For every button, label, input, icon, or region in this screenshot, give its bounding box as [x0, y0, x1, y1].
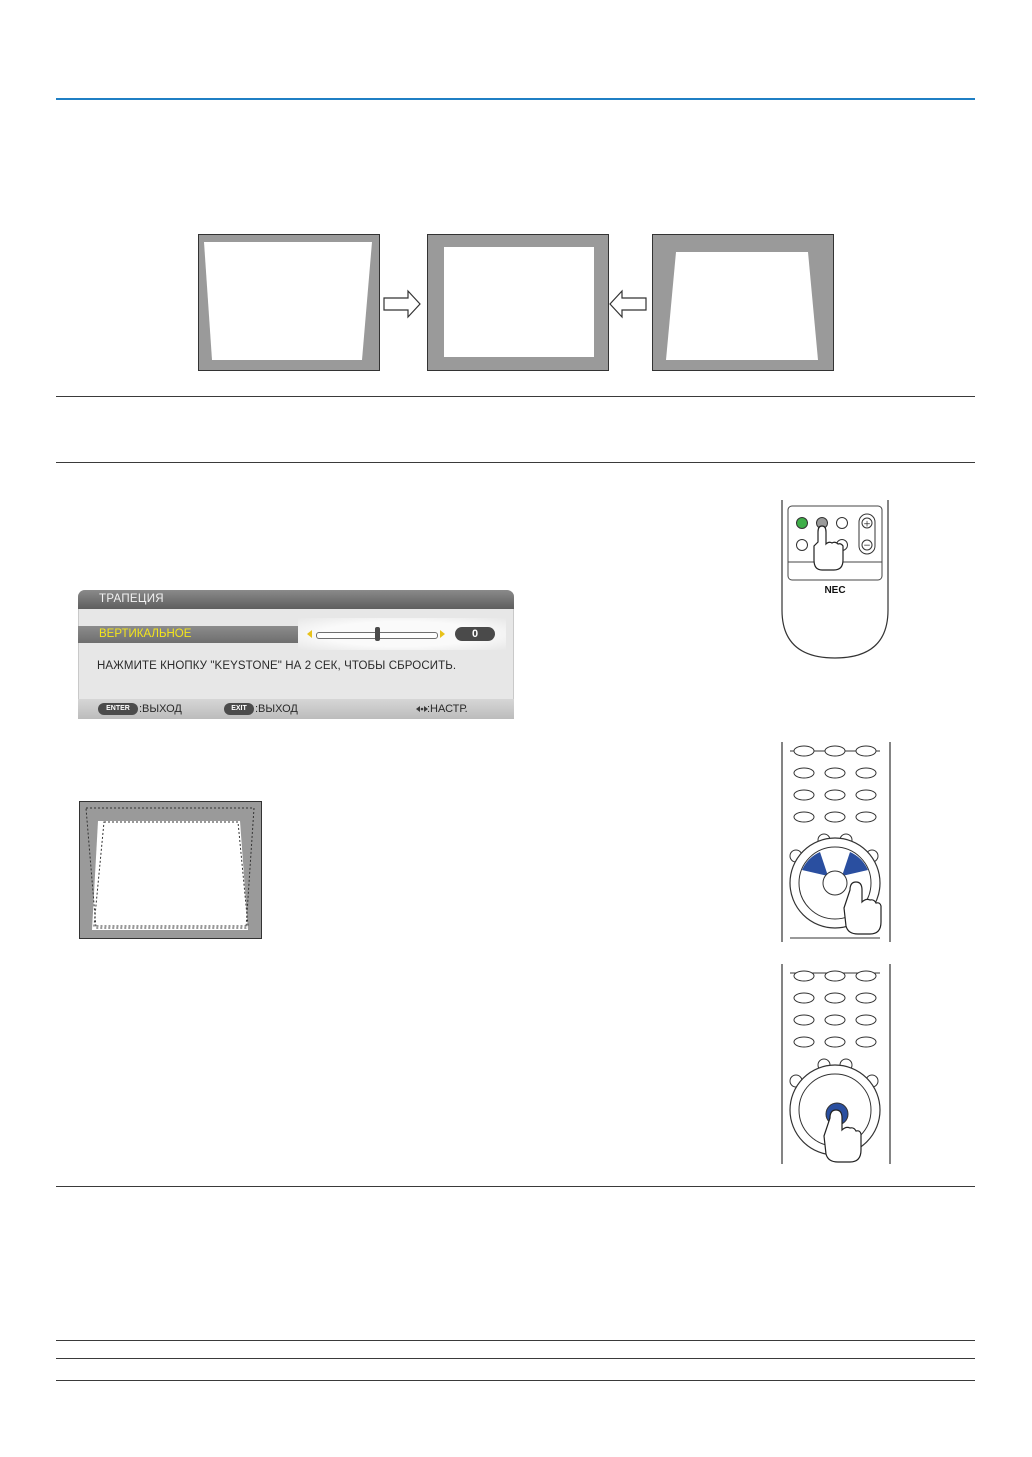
exit-label: :ВЫХОД	[255, 703, 298, 715]
keystone-adjust-illustration	[78, 800, 264, 940]
slider-left-arrow-icon[interactable]	[307, 630, 312, 638]
adjust-label: :НАСТР.	[427, 703, 468, 715]
remote-keystone-illustration	[778, 500, 892, 662]
keystone-before-top-wide	[199, 235, 380, 371]
remote-brand: NEC	[824, 585, 846, 596]
keystone-slider-knob[interactable]	[375, 627, 380, 641]
green-button-icon	[797, 518, 808, 529]
keystone-corrected	[428, 235, 609, 371]
divider	[56, 1340, 975, 1341]
exit-key-badge: EXIT	[224, 703, 254, 715]
remote-arrow-illustration	[780, 742, 892, 942]
keystone-before-bottom-wide	[653, 235, 834, 371]
divider	[56, 1186, 975, 1187]
svg-text:−: −	[863, 541, 871, 551]
osd-vertical-row[interactable]: ВЕРТИКАЛЬНОЕ	[78, 626, 298, 643]
divider	[56, 462, 975, 463]
svg-text:+: +	[863, 519, 871, 530]
arrow-left-icon	[610, 291, 646, 317]
enter-key-badge: ENTER	[98, 703, 138, 715]
osd-title: ТРАПЕЦИЯ	[78, 590, 514, 609]
divider	[56, 1380, 975, 1381]
enter-exit-label: :ВЫХОД	[139, 703, 182, 715]
divider	[56, 396, 975, 397]
osd-reset-message: НАЖМИТЕ КНОПКУ "KEYSTONE" НА 2 СЕК, ЧТОБЫ СБРОСИТЬ.	[97, 660, 457, 672]
divider	[56, 1358, 975, 1359]
keystone-value: 0	[455, 627, 495, 641]
keystone-illustration	[196, 232, 836, 372]
remote-enter-illustration	[780, 964, 892, 1164]
slider-right-arrow-icon[interactable]	[440, 630, 445, 638]
header-rule	[56, 98, 975, 100]
arrow-right-icon	[384, 291, 420, 317]
